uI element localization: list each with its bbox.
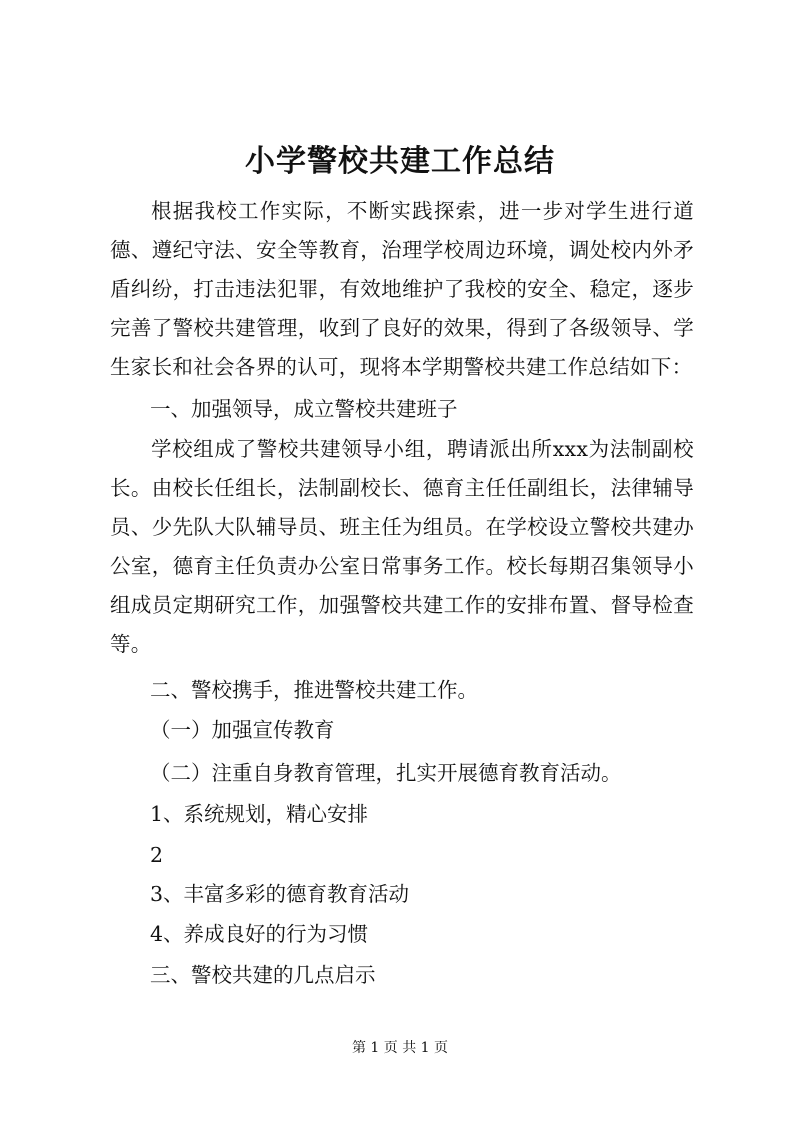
list-item-3: 3、丰富多彩的德育教育活动 [150, 882, 410, 906]
section-2-heading: 二、警校携手，推进警校共建工作。 [150, 678, 478, 702]
list-item-1: 1、系统规划，精心安排 [150, 802, 369, 826]
document-title: 小学警校共建工作总结 [245, 144, 555, 179]
section-1-paragraph: 学校组成了警校共建领导小组，聘请派出所xxx为法制副校长。由校长任组长，法制副校长、德育主任任副组长，法律辅导员、少先队大队辅导员、班主任为组员。在学校设立警校共建办公室，德育主任负责办公室日常事务工作。校长每期召集领导小组成员定期研究工作，加强警校共建工作的安排布置、督导检查等。 [110, 437, 694, 656]
page-footer: 第 1 页 共 1 页 [351, 1040, 449, 1056]
section-1-heading: 一、加强领导，成立警校共建班子 [150, 397, 458, 421]
list-item-4: 4、养成良好的行为习惯 [150, 922, 369, 946]
section-3-heading: 三、警校共建的几点启示 [150, 963, 376, 987]
intro-paragraph: 根据我校工作实际，不断实践探索，进一步对学生进行道德、遵纪守法、安全等教育，治理学校周边环境，调处校内外矛盾纠纷，打击违法犯罪，有效地维护了我校的安全、稳定，逐步完善了警校共建管理，收到了良好的效果，得到了各级领导、学生家长和社会各界的认可，现将本学期警校共建工作总结如下： [110, 199, 694, 379]
subsection-2-heading: （二）注重自身教育管理，扎实开展德育教育活动。 [150, 761, 622, 785]
list-item-2: 2 [150, 843, 164, 867]
subsection-1-heading: （一）加强宣传教育 [150, 718, 335, 742]
